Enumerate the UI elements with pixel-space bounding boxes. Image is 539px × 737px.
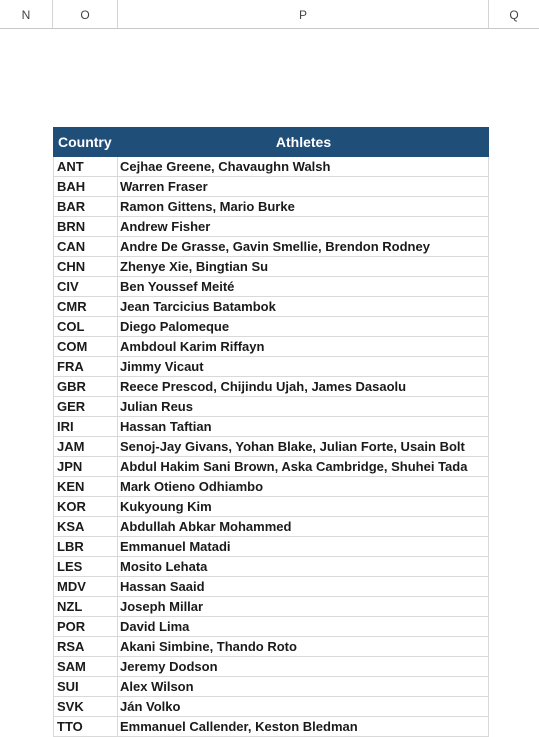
country-cell[interactable]: COL: [53, 317, 118, 336]
country-cell[interactable]: LBR: [53, 537, 118, 556]
table-row: [53, 517, 489, 537]
athletes-cell[interactable]: Abdullah Abkar Mohammed: [118, 517, 489, 536]
country-header-cell[interactable]: Country: [58, 134, 112, 150]
country-cell[interactable]: SAM: [53, 657, 118, 676]
table-row: [53, 257, 489, 277]
athletes-cell[interactable]: Hassan Saaid: [118, 577, 489, 596]
country-cell[interactable]: SVK: [53, 697, 118, 716]
athletes-cell[interactable]: Ramon Gittens, Mario Burke: [118, 197, 489, 216]
table-row: [53, 657, 489, 677]
athletes-cell[interactable]: Alex Wilson: [118, 677, 489, 696]
athletes-cell[interactable]: Andre De Grasse, Gavin Smellie, Brendon Rodney: [118, 237, 489, 256]
table-row: [53, 157, 489, 177]
table-row: [53, 457, 489, 477]
country-cell[interactable]: LES: [53, 557, 118, 576]
athletes-cell[interactable]: Andrew Fisher: [118, 217, 489, 236]
table-row: [53, 317, 489, 337]
table-row: [53, 417, 489, 437]
table-row: [53, 397, 489, 417]
athletes-cell[interactable]: Warren Fraser: [118, 177, 489, 196]
country-cell[interactable]: COM: [53, 337, 118, 356]
country-cell[interactable]: KSA: [53, 517, 118, 536]
table-row: [53, 717, 489, 737]
table-row: [53, 697, 489, 717]
country-cell[interactable]: CAN: [53, 237, 118, 256]
athletes-cell[interactable]: Diego Palomeque: [118, 317, 489, 336]
country-cell[interactable]: MDV: [53, 577, 118, 596]
table-row: [53, 477, 489, 497]
country-cell[interactable]: CHN: [53, 257, 118, 276]
table-row: [53, 677, 489, 697]
country-cell[interactable]: TTO: [53, 717, 118, 736]
athletes-cell[interactable]: Joseph Millar: [118, 597, 489, 616]
athletes-cell[interactable]: Reece Prescod, Chijindu Ujah, James Dasaolu: [118, 377, 489, 396]
table-row: [53, 437, 489, 457]
athletes-cell[interactable]: Cejhae Greene, Chavaughn Walsh: [118, 157, 489, 176]
country-cell[interactable]: GBR: [53, 377, 118, 396]
athletes-cell[interactable]: Emmanuel Callender, Keston Bledman: [118, 717, 489, 736]
athletes-header-cell[interactable]: Athletes: [275, 134, 332, 150]
table-row: [53, 637, 489, 657]
country-cell[interactable]: GER: [53, 397, 118, 416]
athletes-cell[interactable]: Ben Youssef Meité: [118, 277, 489, 296]
athletes-cell[interactable]: Senoj-Jay Givans, Yohan Blake, Julian Forte, Usain Bolt: [118, 437, 489, 456]
athletes-cell[interactable]: Abdul Hakim Sani Brown, Aska Cambridge, Shuhei Tada: [118, 457, 489, 476]
country-cell[interactable]: BAH: [53, 177, 118, 196]
athletes-cell[interactable]: Julian Reus: [118, 397, 489, 416]
athletes-cell[interactable]: Zhenye Xie, Bingtian Su: [118, 257, 489, 276]
athletes-cell[interactable]: Akani Simbine, Thando Roto: [118, 637, 489, 656]
country-cell[interactable]: ANT: [53, 157, 118, 176]
athletes-cell[interactable]: Jean Tarcicius Batambok: [118, 297, 489, 316]
table-row: [53, 617, 489, 637]
table-row: [53, 497, 489, 517]
table-row: [53, 577, 489, 597]
athletes-cell[interactable]: Ján Volko: [118, 697, 489, 716]
table-row: [53, 537, 489, 557]
country-cell[interactable]: BRN: [53, 217, 118, 236]
country-cell[interactable]: JAM: [53, 437, 118, 456]
table-row: [53, 557, 489, 577]
column-header-bar: [0, 0, 539, 29]
table-header-row: [53, 127, 489, 157]
country-cell[interactable]: JPN: [53, 457, 118, 476]
athletes-cell[interactable]: Ambdoul Karim Riffayn: [118, 337, 489, 356]
country-cell[interactable]: KOR: [53, 497, 118, 516]
column-header-q[interactable]: Q: [509, 8, 519, 22]
athletes-cell[interactable]: Mosito Lehata: [118, 557, 489, 576]
table-row: [53, 337, 489, 357]
country-cell[interactable]: IRI: [53, 417, 118, 436]
table-row: [53, 377, 489, 397]
table-row: [53, 237, 489, 257]
column-header-o[interactable]: O: [53, 0, 118, 28]
table-row: [53, 597, 489, 617]
table-body: [53, 157, 489, 737]
athletes-cell[interactable]: Hassan Taftian: [118, 417, 489, 436]
athletes-cell[interactable]: Mark Otieno Odhiambo: [118, 477, 489, 496]
table-row: [53, 277, 489, 297]
table-row: [53, 217, 489, 237]
athletes-cell[interactable]: Emmanuel Matadi: [118, 537, 489, 556]
column-header-n[interactable]: N: [0, 0, 53, 28]
country-cell[interactable]: NZL: [53, 597, 118, 616]
table-row: [53, 197, 489, 217]
table-row: [53, 297, 489, 317]
table-row: [53, 357, 489, 377]
country-cell[interactable]: RSA: [53, 637, 118, 656]
athletes-cell[interactable]: David Lima: [118, 617, 489, 636]
country-cell[interactable]: CIV: [53, 277, 118, 296]
athletes-cell[interactable]: Kukyoung Kim: [118, 497, 489, 516]
country-cell[interactable]: POR: [53, 617, 118, 636]
table-row: [53, 177, 489, 197]
athletes-cell[interactable]: Jimmy Vicaut: [118, 357, 489, 376]
country-cell[interactable]: FRA: [53, 357, 118, 376]
country-cell[interactable]: SUI: [53, 677, 118, 696]
athletes-cell[interactable]: Jeremy Dodson: [118, 657, 489, 676]
country-cell[interactable]: KEN: [53, 477, 118, 496]
athletes-table: [53, 127, 489, 737]
column-header-p[interactable]: P: [118, 0, 489, 28]
country-cell[interactable]: BAR: [53, 197, 118, 216]
country-cell[interactable]: CMR: [53, 297, 118, 316]
